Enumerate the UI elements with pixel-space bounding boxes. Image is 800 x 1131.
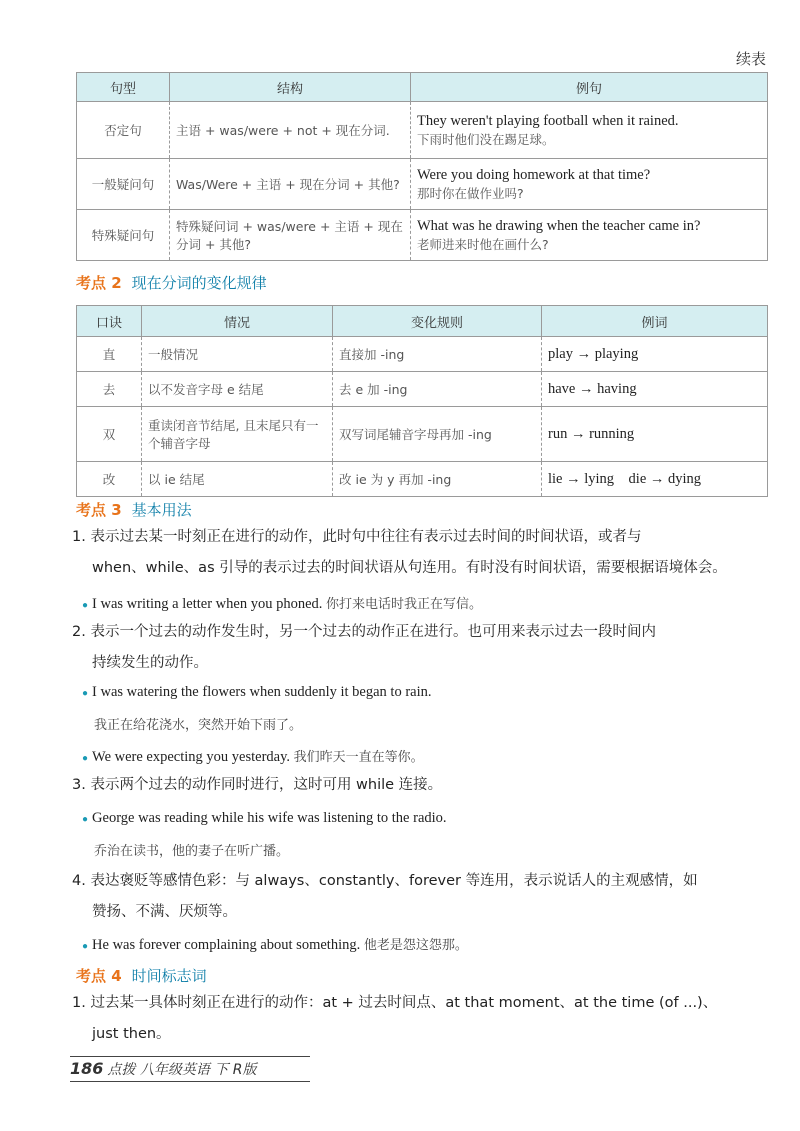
rule-case: 以不发音字母 e 结尾 <box>142 372 333 407</box>
rule-case: 一般情况 <box>142 337 333 372</box>
paragraph-line: just then。 <box>92 1026 171 1042</box>
book-title: 点拨 八年级英语 下 R版 <box>107 1062 257 1078</box>
sentence-type: 一般疑问句 <box>77 159 170 210</box>
example-translation: 我们昨天一直在等你。 <box>293 750 424 765</box>
sentence-example <box>411 210 768 261</box>
participle-rules-table <box>76 305 768 497</box>
section-label: 考点 2 <box>76 274 122 292</box>
rule-change: 改 ie 为 y 再加 -ing <box>333 462 542 497</box>
paragraph-line: 3. 表示两个过去的动作同时进行，这时可用 while 连接。 <box>72 777 443 793</box>
example-translation: 他老是怨这怨那。 <box>363 938 468 953</box>
rule-example: play → playing <box>542 337 768 372</box>
rule-change: 直接加 -ing <box>333 337 542 372</box>
rule-example: run → running <box>542 407 768 462</box>
example-english: They weren't playing football when it rained. <box>417 112 679 129</box>
rule-key: 直 <box>77 337 142 372</box>
section-2-heading <box>76 272 267 293</box>
bullet-icon: ● <box>82 600 89 611</box>
page-number: 186 <box>70 1059 104 1078</box>
table2-header-rule: 变化规则 <box>333 306 542 337</box>
bullet-icon: ● <box>82 941 89 952</box>
bullet-icon: ● <box>82 814 89 825</box>
page-footer <box>70 1056 310 1082</box>
example-sentence: ● George was reading while his wife was listening to the radio. <box>82 810 447 826</box>
section-4-heading <box>76 965 207 986</box>
paragraph-line: 持续发生的动作。 <box>92 655 208 671</box>
continued-label: 续表 <box>735 50 766 68</box>
paragraph-line: when、while、as 引导的表示过去的时间状语从句连用。有时没有时间状语，需要根据语境体会。 <box>92 560 727 576</box>
table-row <box>77 372 768 407</box>
section-title: 基本用法 <box>131 501 192 519</box>
paragraph-line: 2. 表示一个过去的动作发生时，另一个过去的动作正在进行。也可用来表示过去一段时间内 <box>72 624 656 640</box>
example-chinese: 下雨时他们没在踢足球。 <box>417 131 555 147</box>
section-title: 时间标志词 <box>131 967 207 985</box>
sentence-structure: Was/Were + 主语 + 现在分词 + 其他? <box>170 159 411 210</box>
sentence-structure: 主语 + was/were + not + 现在分词. <box>170 102 411 159</box>
paragraph-line: 1. 过去某一具体时刻正在进行的动作：at + 过去时间点、at that moment、at the time (of ...)、 <box>72 995 718 1011</box>
rule-change: 去 e 加 -ing <box>333 372 542 407</box>
table1-header-type: 句型 <box>77 73 170 102</box>
table-row <box>77 407 768 462</box>
rule-key: 改 <box>77 462 142 497</box>
table-row <box>77 210 768 261</box>
table-row <box>77 159 768 210</box>
example-sentence: ● I was writing a letter when you phoned. 你打来电话时我正在写信。 <box>82 596 483 612</box>
example-english: Were you doing homework at that time? <box>417 166 651 183</box>
paragraph-line: 4. 表达褒贬等感情色彩：与 always、constantly、forever 等连用，表示说话人的主观感情，如 <box>72 873 698 889</box>
rule-change: 双写词尾辅音字母再加 -ing <box>333 407 542 462</box>
section-label: 考点 3 <box>76 501 122 519</box>
rule-case: 以 ie 结尾 <box>142 462 333 497</box>
rule-case: 重读闭音节结尾, 且末尾只有一个辅音字母 <box>142 407 333 462</box>
sentence-example <box>411 159 768 210</box>
table-row <box>77 462 768 497</box>
time-marker-point-1 <box>72 988 752 1050</box>
bullet-icon: ● <box>82 688 89 699</box>
example-sentence: ● I was watering the flowers when suddenly it began to rain. <box>82 684 432 700</box>
usage-point-4 <box>72 866 752 928</box>
sentence-structure: 特殊疑问词 + was/were + 主语 + 现在分词 + 其他? <box>170 210 411 261</box>
sentence-example <box>411 102 768 159</box>
section-label: 考点 4 <box>76 967 122 985</box>
example-translation: 我正在给花浇水，突然开始下雨了。 <box>94 718 303 733</box>
example-translation: 你打来电话时我正在写信。 <box>326 597 483 612</box>
example-english: What was he drawing when the teacher came in? <box>417 217 701 234</box>
rule-example: lie → lying die → dying <box>542 462 768 497</box>
table1-header-structure: 结构 <box>170 73 411 102</box>
paragraph-line: 1. 表示过去某一时刻正在进行的动作，此时句中往往有表示过去时间的时间状语，或者与 <box>72 529 642 545</box>
section-3-heading <box>76 499 192 520</box>
example-chinese: 老师进来时他在画什么? <box>417 236 549 252</box>
rule-key: 去 <box>77 372 142 407</box>
example-sentence: ● He was forever complaining about something. 他老是怨这怨那。 <box>82 937 468 953</box>
usage-point-2 <box>72 617 752 679</box>
paragraph-line: 赞扬、不满、厌烦等。 <box>92 904 237 920</box>
bullet-icon: ● <box>82 753 89 764</box>
sentence-structure-table <box>76 72 768 261</box>
rule-example: have → having <box>542 372 768 407</box>
section-title: 现在分词的变化规律 <box>131 274 267 292</box>
table1-header-example: 例句 <box>411 73 768 102</box>
table2-header-key: 口诀 <box>77 306 142 337</box>
usage-point-1 <box>72 522 752 584</box>
table-row <box>77 337 768 372</box>
example-chinese: 那时你在做作业吗? <box>417 185 524 201</box>
example-translation: 乔治在读书，他的妻子在听广播。 <box>94 844 290 859</box>
rule-key: 双 <box>77 407 142 462</box>
table2-header-example: 例词 <box>542 306 768 337</box>
usage-point-3 <box>72 770 752 801</box>
table-row <box>77 102 768 159</box>
sentence-type: 特殊疑问句 <box>77 210 170 261</box>
table2-header-case: 情况 <box>142 306 333 337</box>
sentence-type: 否定句 <box>77 102 170 159</box>
example-sentence: ● We were expecting you yesterday. 我们昨天一直在等你。 <box>82 749 424 765</box>
